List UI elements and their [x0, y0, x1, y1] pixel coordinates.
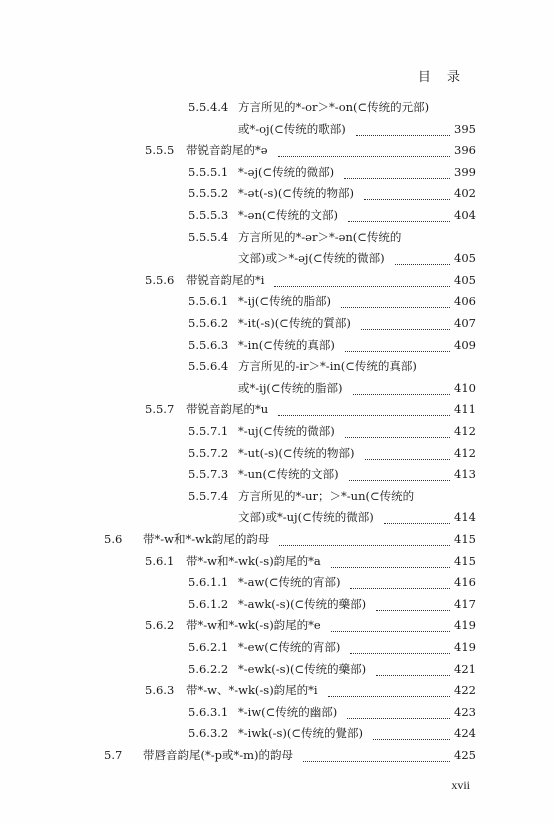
leader-dots	[349, 470, 450, 481]
toc-entry	[0, 551, 476, 571]
section-title: 方言所见的*-ər＞*-ən(⊂传统的	[238, 229, 402, 244]
page-ref: 414	[454, 510, 476, 525]
section-number: 5.6.2.1	[188, 640, 229, 654]
leader-dots	[350, 578, 450, 589]
page-ref: 422	[454, 683, 476, 698]
toc-entry	[0, 615, 476, 635]
section-title: 带*-w和*-wk(-s)韵尾的*a	[186, 553, 321, 568]
section-number: 5.6	[104, 532, 123, 546]
section-title: *-ewk(-s)(⊂传统的藥部)	[238, 661, 367, 676]
leader-dots	[303, 751, 450, 762]
page-ref: 405	[454, 272, 476, 287]
toc-entry	[0, 162, 476, 182]
toc-entry	[0, 291, 476, 311]
leader-dots	[356, 125, 450, 136]
section-number: 5.5.5	[145, 143, 175, 158]
toc-entry	[0, 399, 476, 419]
section-title: 带锐音韵尾的*i	[186, 272, 265, 287]
leader-dots	[331, 621, 450, 632]
leader-dots	[376, 600, 450, 611]
toc-entry	[0, 572, 476, 592]
section-number: 5.5.7	[145, 402, 175, 417]
page-ref: 399	[454, 164, 476, 179]
section-title: 带唇音韵尾(*-p或*-m)的韵母	[143, 748, 294, 762]
section-title: 带锐音韵尾的*u	[186, 402, 269, 417]
page-ref: 396	[454, 143, 476, 158]
toc-entry	[0, 745, 476, 765]
page-ref: 411	[454, 402, 476, 417]
section-number: 5.5.6	[145, 272, 175, 287]
section-title: 方言所见的-ir＞*-in(⊂传统的真部)	[238, 359, 417, 374]
page-ref: 421	[454, 661, 476, 676]
toc-entry	[0, 356, 476, 376]
page-ref: 409	[454, 337, 476, 352]
toc-entry	[0, 378, 476, 398]
toc-entry	[0, 205, 476, 225]
section-number: 5.5.4.4	[188, 100, 229, 114]
toc-entry	[0, 421, 476, 441]
leader-dots	[395, 254, 450, 265]
section-title: 带*-w、*-wk(-s)韵尾的*i	[186, 683, 318, 698]
leader-dots	[347, 708, 450, 719]
section-number: 5.5.5.3	[188, 208, 229, 222]
leader-dots	[361, 319, 450, 330]
section-title: 带锐音韵尾的*ə	[186, 143, 268, 158]
leader-dots	[353, 384, 451, 395]
page-ref: 412	[454, 424, 476, 438]
section-title: *-awk(-s)(⊂传统的藥部)	[238, 596, 367, 611]
page-ref: 415	[454, 553, 476, 568]
section-number: 5.5.6.3	[188, 337, 229, 352]
toc-entry	[0, 680, 476, 700]
leader-dots	[278, 146, 450, 157]
page-ref: 419	[454, 618, 476, 633]
toc-entry	[0, 659, 476, 679]
section-number: 5.5.6.4	[188, 359, 229, 374]
section-number: 5.6.3.1	[188, 704, 229, 719]
leader-dots	[279, 535, 450, 546]
section-title: *-uj(⊂传统的微部)	[238, 424, 335, 438]
section-title: *-in(⊂传统的真部)	[238, 337, 335, 352]
section-title: *-aw(⊂传统的宵部)	[238, 575, 341, 590]
section-title: 方言所见的*-or＞*-on(⊂传统的元部)	[238, 100, 430, 114]
page-ref: 402	[454, 186, 476, 201]
section-number: 5.5.6.2	[188, 316, 229, 330]
leader-dots	[328, 686, 450, 697]
toc-entry	[0, 140, 476, 160]
section-title: 或*-ij(⊂传统的脂部)	[238, 380, 343, 395]
toc-entry	[0, 97, 476, 117]
page-number: xvii	[451, 778, 470, 792]
section-number: 5.5.7.2	[188, 445, 229, 460]
leader-dots	[350, 643, 450, 654]
page-ref: 423	[454, 704, 476, 719]
section-number: 5.5.6.1	[188, 294, 229, 309]
section-title: 方言所见的*-ur；＞*-un(⊂传统的	[238, 488, 415, 503]
section-title: 带*-w和*-wk(-s)韵尾的*e	[186, 618, 321, 633]
section-title: 带*-w和*-wk韵尾的韵母	[143, 532, 270, 546]
leader-dots	[376, 665, 450, 676]
page-ref: 404	[454, 208, 476, 222]
section-title: *-ij(⊂传统的脂部)	[238, 294, 331, 309]
toc-entry	[0, 248, 476, 268]
section-number: 5.6.3.2	[188, 726, 229, 741]
page-ref: 419	[454, 640, 476, 654]
section-number: 5.6.1.1	[188, 575, 229, 590]
page-ref: 425	[454, 748, 476, 762]
page-ref: 410	[454, 380, 476, 395]
toc-entry	[0, 723, 476, 743]
page-ref: 395	[454, 121, 476, 136]
section-title: *-ut(-s)(⊂传统的物部)	[238, 445, 355, 460]
page-ref: 407	[454, 316, 476, 330]
leader-dots	[345, 341, 450, 352]
leader-dots	[348, 211, 450, 222]
section-title: 文部)或*-uj(⊂传统的微部)	[238, 510, 374, 525]
page-ref: 424	[454, 726, 476, 741]
leader-dots	[278, 405, 450, 416]
toc-entry	[0, 183, 476, 203]
section-number: 5.5.7.3	[188, 467, 229, 482]
page-ref: 415	[454, 532, 476, 546]
page-ref: 417	[454, 596, 476, 611]
toc-entry	[0, 313, 476, 333]
toc-entry	[0, 594, 476, 614]
section-number: 5.5.5.1	[188, 164, 229, 179]
toc-entry	[0, 227, 476, 247]
toc-entry	[0, 507, 476, 527]
toc-entry	[0, 637, 476, 657]
section-number: 5.6.1	[145, 553, 175, 568]
toc-entry	[0, 486, 476, 506]
section-title: *-un(⊂传统的文部)	[238, 467, 339, 482]
leader-dots	[274, 276, 450, 287]
section-title: *-ən(⊂传统的文部)	[238, 208, 338, 222]
leader-dots	[331, 557, 450, 568]
page-ref: 416	[454, 575, 476, 590]
section-number: 5.5.7.4	[188, 488, 229, 503]
leader-dots	[345, 427, 450, 438]
leader-dots	[344, 168, 450, 179]
leader-dots	[364, 189, 450, 200]
section-number: 5.7	[104, 748, 123, 762]
page-ref: 405	[454, 251, 476, 266]
page-ref: 413	[454, 467, 476, 482]
section-title: 文部)或＞*-əj(⊂传统的微部)	[238, 251, 385, 266]
page-ref: 412	[454, 445, 476, 460]
section-number: 5.5.7.1	[188, 424, 229, 438]
section-title: *-əj(⊂传统的微部)	[238, 164, 335, 179]
leader-dots	[384, 513, 450, 524]
section-number: 5.6.3	[145, 683, 175, 698]
section-title: *-it(-s)(⊂传统的質部)	[238, 316, 351, 330]
toc-entry	[0, 270, 476, 290]
toc-entry	[0, 119, 476, 139]
section-number: 5.6.2	[145, 618, 175, 633]
section-title: *-iw(⊂传统的幽部)	[238, 704, 338, 719]
section-title: *-iwk(-s)(⊂传统的覺部)	[238, 726, 363, 741]
toc-entry	[0, 443, 476, 463]
toc-entry	[0, 702, 476, 722]
leader-dots	[373, 729, 450, 740]
section-title: *-ət(-s)(⊂传统的物部)	[238, 186, 354, 201]
toc-entry	[0, 464, 476, 484]
section-title: 或*-oj(⊂传统的歌部)	[238, 121, 346, 136]
section-number: 5.5.5.2	[188, 186, 229, 201]
section-number: 5.5.5.4	[188, 229, 229, 244]
section-title: *-ew(⊂传统的宵部)	[238, 640, 341, 654]
page-header: 目 录	[417, 70, 466, 85]
toc-entry	[0, 335, 476, 355]
leader-dots	[365, 449, 450, 460]
page-ref: 406	[454, 294, 476, 309]
section-number: 5.6.1.2	[188, 596, 229, 611]
leader-dots	[341, 297, 450, 308]
toc-entry	[0, 529, 476, 549]
section-number: 5.6.2.2	[188, 661, 229, 676]
